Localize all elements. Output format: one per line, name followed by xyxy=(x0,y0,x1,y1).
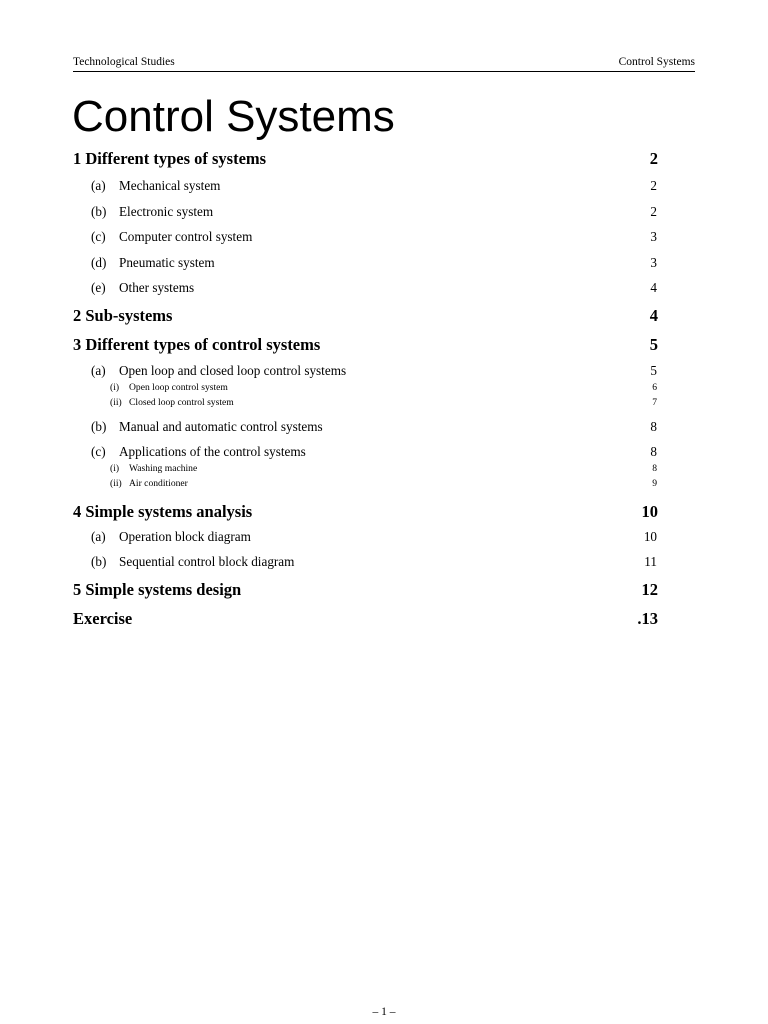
toc-entry-text: Open loop control system xyxy=(129,382,228,393)
toc-subitem-3c-i[interactable] xyxy=(110,463,657,476)
toc-page-number: .13 xyxy=(637,609,658,628)
toc-entry-text: Exercise xyxy=(73,609,133,628)
toc-entry-text: 1 Different types of systems xyxy=(73,149,267,168)
toc-exercise[interactable] xyxy=(73,609,658,631)
page-header xyxy=(73,55,695,72)
toc-section-5[interactable] xyxy=(73,580,658,602)
toc-item-1b[interactable] xyxy=(91,204,657,222)
toc-item-marker: (a) xyxy=(91,363,106,378)
toc-item-1a[interactable] xyxy=(91,178,657,196)
toc-section-3[interactable] xyxy=(73,335,658,357)
toc-section-4[interactable] xyxy=(73,502,658,524)
toc-entry-text: Mechanical system xyxy=(119,178,221,193)
toc-entry-text: Open loop and closed loop control systems xyxy=(119,363,347,378)
toc-item-marker: (b) xyxy=(91,204,107,219)
toc-entry-text: Computer control system xyxy=(119,229,253,244)
toc-item-marker: (a) xyxy=(91,529,106,544)
toc-entry-text: Electronic system xyxy=(119,204,214,219)
toc-page-number: 5 xyxy=(650,363,657,378)
toc-item-marker: (d) xyxy=(91,255,107,270)
toc-page-number: 8 xyxy=(650,444,657,459)
toc-page-number: 5 xyxy=(649,335,658,354)
toc-page-number: 3 xyxy=(650,255,657,270)
toc-page-number: 2 xyxy=(650,178,657,193)
toc-item-1c[interactable] xyxy=(91,229,657,247)
toc-item-marker: (c) xyxy=(91,444,106,459)
toc-page-number: 6 xyxy=(652,382,657,393)
toc-entry-text: Applications of the control systems xyxy=(119,444,306,459)
toc-subitem-3a-i[interactable] xyxy=(110,382,657,395)
toc-entry-text: Closed loop control system xyxy=(129,397,234,408)
toc-entry-text: Other systems xyxy=(119,280,195,295)
header-right-text: Control Systems xyxy=(618,56,695,68)
toc-page-number: 7 xyxy=(652,397,657,408)
toc-item-marker: (ii) xyxy=(110,397,122,408)
toc-page-number: 3 xyxy=(650,229,657,244)
toc-item-marker: (e) xyxy=(91,280,106,295)
document-title: Control Systems xyxy=(72,92,395,141)
toc-page-number: 10 xyxy=(643,529,657,544)
toc-page-number: 8 xyxy=(652,463,657,474)
toc-section-1[interactable] xyxy=(73,149,658,171)
toc-item-marker: (ii) xyxy=(110,478,122,489)
toc-item-1e[interactable] xyxy=(91,280,657,298)
toc-entry-text: 5 Simple systems design xyxy=(73,580,242,599)
toc-page-number: 4 xyxy=(650,280,657,295)
toc-item-3b[interactable] xyxy=(91,419,657,437)
toc-page-number: 12 xyxy=(641,580,658,599)
toc-subitem-3c-ii[interactable] xyxy=(110,478,657,491)
toc-page-number: 10 xyxy=(641,502,658,521)
toc-item-marker: (b) xyxy=(91,554,107,569)
toc-entry-text: Air conditioner xyxy=(129,478,188,489)
toc-item-marker: (b) xyxy=(91,419,107,434)
toc-item-marker: (c) xyxy=(91,229,106,244)
toc-item-4a[interactable] xyxy=(91,529,657,547)
toc-entry-text: 4 Simple systems analysis xyxy=(73,502,253,521)
toc-item-1d[interactable] xyxy=(91,255,657,273)
toc-item-marker: (i) xyxy=(110,382,120,393)
toc-page-number: 4 xyxy=(649,306,658,325)
toc-entry-text: 3 Different types of control systems xyxy=(73,335,321,354)
toc-entry-text: Manual and automatic control systems xyxy=(119,419,323,434)
header-left-text: Technological Studies xyxy=(73,56,175,68)
toc-page-number: 2 xyxy=(649,149,658,168)
toc-item-marker: (i) xyxy=(110,463,120,474)
toc-page-number: 9 xyxy=(652,478,657,489)
toc-entry-text: Washing machine xyxy=(129,463,198,474)
toc-entry-text: Operation block diagram xyxy=(119,529,251,544)
page-number-footer: – 1 – xyxy=(372,1006,396,1018)
toc-item-marker: (a) xyxy=(91,178,106,193)
toc-item-4b[interactable] xyxy=(91,554,657,572)
toc-entry-text: Pneumatic system xyxy=(119,255,215,270)
toc-section-2[interactable] xyxy=(73,306,658,328)
toc-item-3c[interactable] xyxy=(91,444,657,462)
toc-page-number: 11 xyxy=(644,554,657,569)
toc-subitem-3a-ii[interactable] xyxy=(110,397,657,410)
toc-item-3a[interactable] xyxy=(91,363,657,381)
toc-page-number: 8 xyxy=(650,419,657,434)
toc-entry-text: 2 Sub-systems xyxy=(73,306,173,325)
toc-entry-text: Sequential control block diagram xyxy=(119,554,295,569)
toc-page-number: 2 xyxy=(650,204,657,219)
